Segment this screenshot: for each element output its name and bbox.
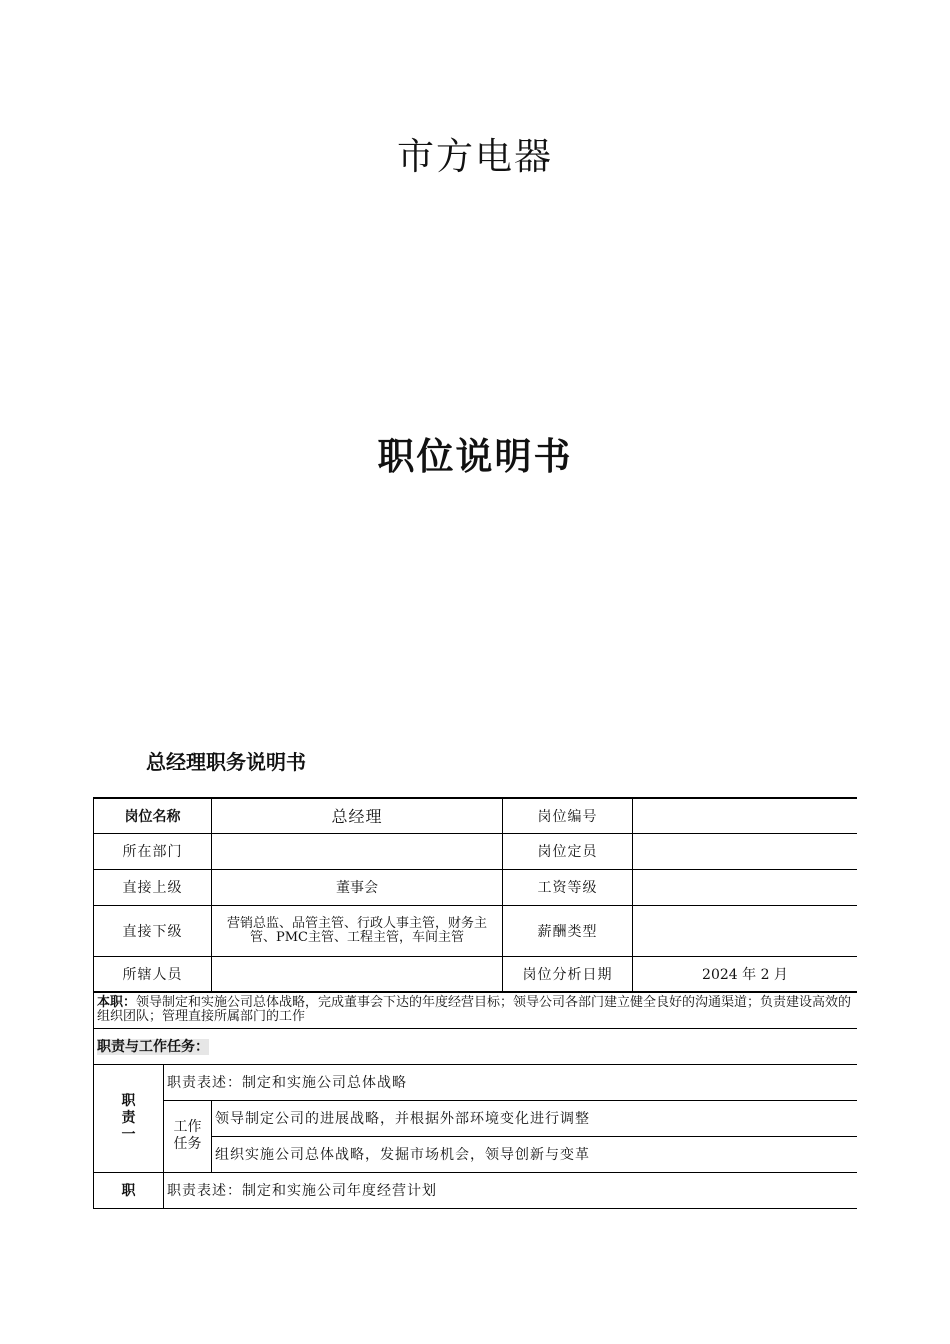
pay-type-label: 薪酬类型 [503,905,633,956]
row-department [94,833,858,869]
row-staff [94,956,858,992]
duty1-label-line2: 责 [121,1109,136,1126]
headcount-label: 岗位定员 [503,833,633,869]
row-duty1-statement [94,1064,858,1100]
department-value [212,833,503,869]
position-name-label: 岗位名称 [94,798,212,833]
duties-header-cell [94,1028,858,1064]
department-label: 所在部门 [94,833,212,869]
row-duty2-statement [94,1172,858,1208]
duty1-tasks-label [164,1100,212,1172]
job-description-table [93,797,857,1209]
duty2-label: 职 [94,1172,164,1208]
duties-header: 职责与工作任务： [97,1039,209,1055]
duty1-task1: 领导制定公司的进展战略，并根据外部环境变化进行调整 [212,1100,858,1136]
analysis-date-value: 2024 年 2 月 [633,956,858,992]
duty1-label-line1: 职 [121,1092,136,1109]
position-name-value: 总经理 [212,798,503,833]
summary-label: 本职： [97,995,137,1011]
duty1-label [94,1064,164,1172]
row-superior [94,869,858,905]
row-summary [94,992,858,1028]
subordinate-label: 直接下级 [94,905,212,956]
duty1-label-line3: 一 [121,1126,136,1143]
job-description-table-wrapper [93,797,857,1210]
subordinate-value: 营销总监、品管主管、行政人事主管，财务主管、PMC主管、工程主管，车间主管 [212,905,503,956]
duty1-task2: 组织实施公司总体战略，发掘市场机会，领导创新与变革 [212,1136,858,1172]
row-subordinate [94,905,858,956]
section-title: 总经理职务说明书 [146,750,306,774]
duty1-tasks-label-line1: 工作 [173,1119,202,1135]
headcount-value [633,833,858,869]
duty1-tasks-label-line2: 任务 [173,1136,202,1152]
duty1-statement: 职责表述：制定和实施公司总体战略 [164,1064,858,1100]
summary-cell [94,992,858,1028]
staff-value [212,956,503,992]
position-code-value [633,798,858,833]
superior-label: 直接上级 [94,869,212,905]
document-title: 职位说明书 [377,435,573,478]
summary-text: 领导制定和实施公司总体战略，完成董事会下达的年度经营目标；领导公司各部门建立健全良好的沟通渠道；负责建设高效的组织团队；管理直接所属部门的工作 [97,995,852,1025]
pay-type-value [633,905,858,956]
row-duty1-task1 [94,1100,858,1136]
row-position-name [94,798,858,833]
position-code-label: 岗位编号 [503,798,633,833]
staff-label: 所辖人员 [94,956,212,992]
duty2-statement: 职责表述：制定和实施公司年度经营计划 [164,1172,858,1208]
company-name: 市方电器 [397,135,553,178]
analysis-date-label: 岗位分析日期 [503,956,633,992]
salary-grade-label: 工资等级 [503,869,633,905]
superior-value: 董事会 [212,869,503,905]
salary-grade-value [633,869,858,905]
row-duties-header [94,1028,858,1064]
